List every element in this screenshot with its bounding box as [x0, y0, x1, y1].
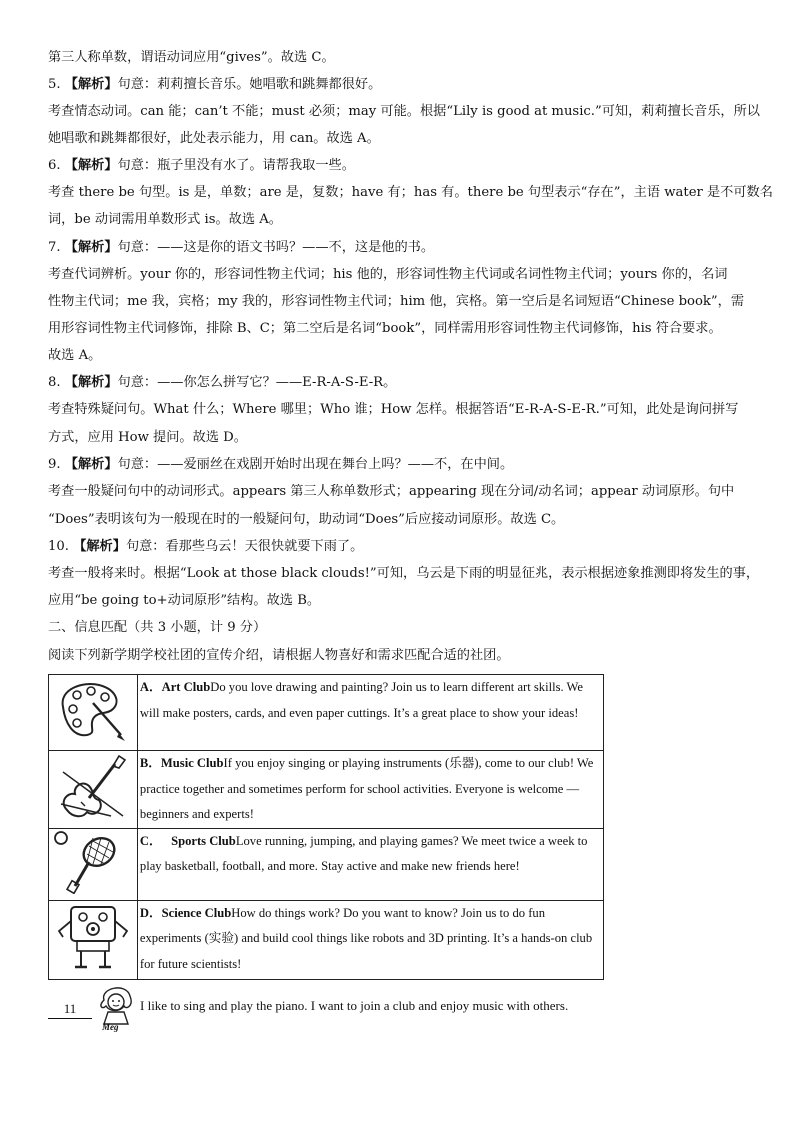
section-heading: 二、信息匹配（共 3 小题，计 9 分）: [48, 620, 267, 635]
club-description: D．Science ClubHow do things work? Do you want to know? Join us to do fun experiments (实验) and build cool things like robots and 3D printing. It’s a hands-on club for future scientists!: [137, 900, 603, 979]
answer-line: 考查代词辨析。your 你的，形容词性物主代词；his 他的，形容词性物主代词或名词性物主代词；yours 你的，名词: [48, 267, 728, 282]
answer-line: 应用“be going to+动词原形”结构。故选 B。: [48, 593, 321, 608]
answer-heading-10: 10. 【解析】句意：看那些乌云！天很快就要下雨了。: [48, 539, 364, 554]
girl-figure-icon: [96, 984, 136, 1034]
section-instruction: 阅读下列新学期学校社团的宣传介绍，请根据人物喜好和需求匹配合适的社团。: [48, 648, 510, 663]
answer-line: 考查一般疑问句中的动词形式。appears 第三人称单数形式；appearing 现在分词/动名词；appear 动词原形。句中: [48, 484, 735, 499]
violin-icon: [49, 751, 138, 829]
answer-line: 考查一般将来时。根据“Look at those black clouds!”可知，乌云是下雨的明显征兆，表示根据迹象推测即将发生的事，: [48, 566, 760, 581]
robot-icon: [49, 900, 138, 979]
answer-heading-7: 7. 【解析】句意：——这是你的语文书吗？——不，这是他的书。: [48, 240, 435, 255]
answer-heading-9: 9. 【解析】句意：——爱丽丝在戏剧开始时出现在舞台上吗？——不，在中间。: [48, 457, 514, 472]
club-row-sports: [49, 828, 604, 900]
answer-line: 她唱歌和跳舞都很好，此处表示能力，用 can。故选 A。: [48, 131, 380, 146]
answer-heading-5: 5. 【解析】句意：莉莉擅长音乐。她唱歌和跳舞都很好。: [48, 77, 382, 92]
palette-icon: [49, 675, 138, 751]
figure-label: Meg: [102, 1022, 119, 1032]
answer-line: “Does”表明该句为一般现在时的一般疑问句，助动词“Does”后应接动词原形。故选 C。: [48, 512, 565, 527]
answer-line: 词，be 动词需用单数形式 is。故选 A。: [48, 212, 282, 227]
answer-line: 考查情态动词。can 能；can’t 不能；must 必须；may 可能。根据“Lily is good at music.”可知，莉莉擅长音乐，所以: [48, 104, 760, 119]
club-table: [48, 674, 604, 980]
answer-line: 性物主代词；me 我，宾格；my 我的，形容词性物主代词；him 他，宾格。第一空后是名词短语“Chinese book”，需: [48, 294, 745, 309]
club-description: B．Music ClubIf you enjoy singing or playing instruments (乐器), come to our club! We practice together and sometimes perform for school activities. Everyone is welcome — beginners and experts!: [137, 751, 603, 829]
answer-blank[interactable]: 11: [48, 1000, 92, 1019]
question-text: I like to sing and play the piano. I want to join a club and enjoy music with others.: [140, 998, 569, 1013]
club-description: A．Art ClubDo you love drawing and painting? Join us to learn different art skills. We will make posters, cards, and even paper cuttings. It’s a great place to show your ideas!: [137, 675, 603, 751]
answer-line: 考查 there be 句型。is 是，单数；are 是，复数；have 有；has 有。there be 句型表示“存在”，主语 water 是不可数名: [48, 185, 773, 200]
answer-heading-6: 6. 【解析】句意：瓶子里没有水了。请帮我取一些。: [48, 158, 355, 173]
answer-line: 方式，应用 How 提问。故选 D。: [48, 430, 247, 445]
club-row-science: [49, 900, 604, 979]
question-11: [48, 984, 608, 1034]
answer-line: 用形容词性物主代词修饰，排除 B、C；第二空后是名词“book”，同样需用形容词性物主代词修饰，his 符合要求。: [48, 321, 722, 336]
club-row-music: [49, 751, 604, 829]
answer-line: 第三人称单数，谓语动词应用“gives”。故选 C。: [48, 50, 335, 65]
answer-line: 考查特殊疑问句。What 什么；Where 哪里；Who 谁；How 怎样。根据答语“E-R-A-S-E-R.”可知，此处是询问拼写: [48, 402, 739, 417]
club-row-art: [49, 675, 604, 751]
answer-heading-8: 8. 【解析】句意：——你怎么拼写它？——E-R-A-S-E-R。: [48, 375, 397, 390]
answer-line: 故选 A。: [48, 348, 102, 363]
club-description: C． Sports ClubLove running, jumping, and playing games? We meet twice a week to play basketball, football, and more. Stay active and make new friends here!: [137, 828, 603, 900]
tennis-racket-icon: [49, 828, 138, 900]
